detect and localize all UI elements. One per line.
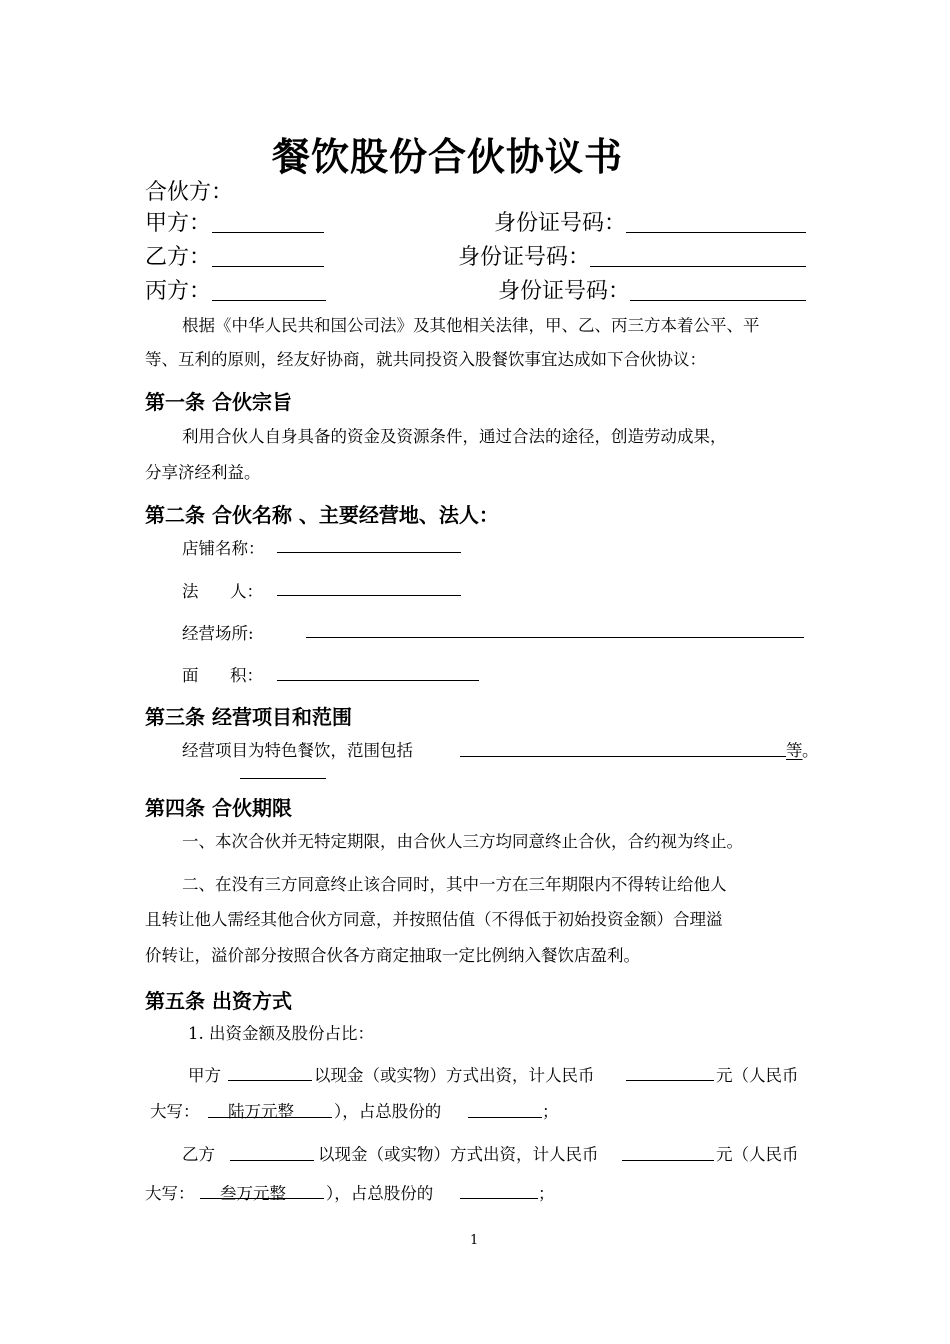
article-5-sub-1: 1. 出资金额及股份占比：: [188, 1024, 374, 1043]
business-scope-text: 经营项目为特色餐饮，范围包括: [182, 741, 413, 760]
party-b-contrib-start: 乙方: [182, 1145, 215, 1164]
intro-line-1: 根据《中华人民共和国公司法》及其他相关法律，甲、乙、丙三方本着公平、平: [182, 316, 760, 335]
party-c-id-label: 身份证号码：: [498, 279, 631, 304]
page-number: 1: [470, 1233, 479, 1248]
document-title: 餐饮股份合伙协议书: [272, 134, 624, 179]
article-2-heading: 第二条 合伙名称 、主要经营地、法人：: [145, 503, 499, 527]
party-b-name-blank: [212, 266, 324, 267]
party-b-amount-words: 叁万元整: [220, 1184, 286, 1203]
party-a-label: 甲方：: [145, 211, 212, 236]
article-1-line-1: 利用合伙人自身具备的资金及资源条件，通过合法的途径，创造劳动成果，: [182, 427, 727, 446]
party-a-share-label: ），占总股份的: [334, 1102, 442, 1121]
party-a-name-blank: [212, 232, 324, 233]
party-b-contrib-mid: 以现金（或实物）方式出资，计人民币: [318, 1145, 599, 1164]
party-b-contrib-end: 元（人民币: [716, 1145, 799, 1164]
party-a-amount-blank: [626, 1080, 714, 1081]
business-place-blank: [306, 637, 804, 638]
article-4-para-1: 一、本次合伙并无特定期限，由合伙人三方均同意终止合伙，合约视为终止。: [182, 832, 743, 851]
party-b-share-blank: [460, 1198, 538, 1199]
area-blank: [277, 680, 479, 681]
article-5-heading: 第五条 出资方式: [145, 989, 292, 1013]
party-a-line-end: ；: [542, 1102, 559, 1121]
party-b-line-end: ；: [538, 1184, 555, 1203]
party-a-contrib-blank: [228, 1080, 312, 1081]
shop-name-blank: [277, 552, 461, 553]
shop-name-label: 店铺名称：: [182, 539, 265, 558]
article-4-para-2-line-1: 二、在没有三方同意终止该合同时，其中一方在三年期限内不得转让给他人: [182, 875, 727, 894]
party-c-id-blank: [630, 300, 806, 301]
article-3-heading: 第三条 经营项目和范围: [145, 705, 352, 729]
party-a-id-blank: [626, 232, 806, 233]
business-scope-blank-2: [240, 778, 326, 779]
article-4-para-2-line-2: 且转让他人需经其他合伙方同意，并按照估值（不得低于初始投资金额）合理溢: [145, 910, 723, 929]
business-place-label: 经营场所:: [182, 624, 254, 643]
party-a-amount-words: 陆万元整: [228, 1102, 294, 1121]
party-b-contrib-blank: [230, 1160, 314, 1161]
party-a-id-label: 身份证号码：: [494, 211, 627, 236]
area-label: 面 积：: [182, 666, 263, 685]
party-b-id-label: 身份证号码：: [458, 245, 591, 270]
intro-line-2: 等、互利的原则，经友好协商，就共同投资入股餐饮事宜达成如下合伙协议：: [145, 350, 706, 369]
article-4-para-2-line-3: 价转让，溢价部分按照合伙各方商定抽取一定比例纳入餐饮店盈利。: [145, 946, 640, 965]
parties-heading: 合伙方：: [145, 180, 234, 205]
party-b-id-blank: [590, 266, 806, 267]
legal-person-label: 法 人：: [182, 582, 263, 601]
article-1-line-2: 分享济经利益。: [145, 463, 261, 482]
business-scope-etc: 等: [786, 741, 803, 760]
business-scope-period: 。: [802, 741, 819, 760]
party-b-label: 乙方：: [145, 245, 212, 270]
business-scope-blank: [460, 756, 786, 757]
party-c-label: 丙方：: [145, 279, 212, 304]
party-a-share-blank: [468, 1117, 542, 1118]
party-a-contrib-start: 甲方: [188, 1066, 221, 1085]
party-c-name-blank: [212, 300, 326, 301]
party-b-share-label: ），占总股份的: [326, 1184, 434, 1203]
party-b-words-label: 大写：: [145, 1184, 195, 1203]
party-a-contrib-mid: 以现金（或实物）方式出资，计人民币: [314, 1066, 595, 1085]
article-4-heading: 第四条 合伙期限: [145, 796, 292, 820]
article-1-heading: 第一条 合伙宗旨: [145, 390, 292, 414]
party-a-contrib-end: 元（人民币: [716, 1066, 799, 1085]
party-a-words-label: 大写：: [150, 1102, 200, 1121]
party-b-amount-blank: [622, 1160, 714, 1161]
legal-person-blank: [277, 595, 461, 596]
